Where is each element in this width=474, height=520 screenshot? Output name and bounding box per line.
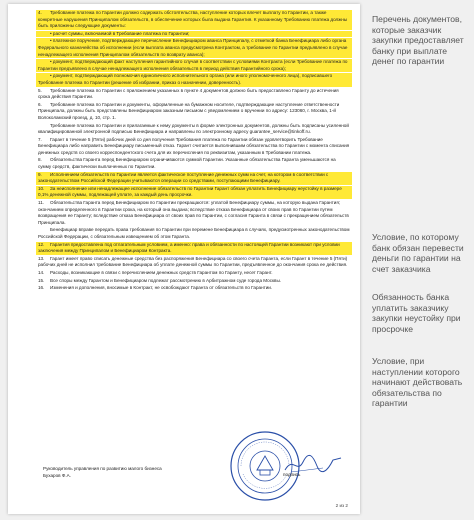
signer-name: Руководитель управления по развитию малого бизнеса Бухаров Ф.А. (43, 466, 162, 478)
clause-13 (36, 200, 352, 226)
clause-number: 15. (38, 277, 45, 283)
document-body (36, 10, 352, 293)
clause-number: 12. (38, 241, 45, 247)
clause-text: Обязательства Гаранта перед Бенефициаром ограничиваются суммой Гарантии. Указанные обязательства Гаранта уменьшаются на сумму средств, фактически выплаченных по Гарантии. (38, 157, 336, 170)
clause-text: Обязательства Гаранта перед Бенефициаром по Гарантии прекращаются: уплатой Бенефициару суммы, на которую выдана Гарантия; окончанием определенного в Гарантии срока, на который она выдана; вследствие отказа Бенефициара от своих прав по Гарантии путем возвращения ее Гаранту; вследствие отказа Бенефициара от своих прав по Гарантии, с согласия Гаранта в связи с прекращением обязательств Принципала. (38, 200, 349, 225)
page-number: 2 из 2 (335, 503, 348, 508)
signature-label: подпись (283, 472, 301, 477)
clause-text: • расчет суммы, включаемой в Требование платежа по Гарантии; (50, 30, 190, 36)
clause-number: 16. (38, 285, 45, 291)
clause-text: Требование платежа по Гарантии и прилагаемые к нему документы в форме электронных документов, должны быть подписаны усиленной квалифицированной электронной подписью Бенефициара и направлены по электронному адресу guarantee_service@tinkoff.ru. (38, 122, 349, 135)
clause-2 (36, 31, 352, 38)
clause-17 (36, 270, 352, 277)
callout-documents: Перечень документов, которые заказчик закупки предоставляет банку при выплате денег по гарантии (372, 14, 464, 66)
clause-text: Гарантия предоставлена под отлагательным условием, а именно: права и обязанности по настоящей Гарантии возникают при условии заключения между Принципалом и Бенефициаром Контракта. (38, 241, 340, 254)
clause-text: • документ, подтверждающий полномочия единоличного исполнительного органа (или иного уполномоченного лица), подписавшего Требование платежа по Гарантии (решение об избрании, приказ о назначении, доверенность). (38, 73, 333, 85)
clause-4 (36, 59, 352, 72)
clause-10 (36, 157, 352, 170)
clause-6 (36, 88, 352, 101)
clause-text: Гарант имеет право списать денежные средства без распоряжения Бенефициара со своего счета Гаранта, если Гарант в течение 5 (Пяти) рабочих дней не исполнил требование Бенефициара об уплате денежной суммы по Гарантии, предъявленное до окончания срока ее действия. (38, 255, 348, 268)
clause-number: 11. (38, 200, 45, 206)
clause-number: 6. (38, 101, 42, 107)
document-page (8, 4, 360, 514)
clause-text: Требование платежа по Гарантии с приложением указанных в пункте 4 документов должно быть предоставлено Гаранту до истечения срока действия Гарантии. (38, 87, 339, 100)
clause-number: 5. (38, 87, 42, 93)
clause-5 (36, 73, 352, 86)
clause-text: • документ, подтверждающий факт наступления гарантийного случая в соответствии с условиями Контракта (если Требование платежа по Гарантии предъявлено в случае ненадлежащего исполнения обязательств в период действия Гарантийного срока); (38, 59, 348, 71)
callout-transfer-condition: Условие, по которому банк обязан перевести деньги по гарантии на счет заказчика (372, 232, 464, 274)
clause-19 (36, 285, 352, 292)
clause-number: 14. (38, 269, 45, 275)
callout-penalty: Обязанность банка уплатить заказчику закупки неустойку при просрочке (372, 292, 461, 334)
clause-number: 7. (38, 136, 42, 142)
clause-number: 13. (38, 255, 45, 261)
clause-text: Изменения и дополнения, вносимые в Контракт, не освобождают Гаранта от обязательств по Гарантии. (50, 285, 273, 291)
clause-text: Требование платежа по Гарантии и документы, оформленные на бумажном носителе, подтверждающие наступление ответственности Принципала, должны быть представлены Бенефициаром заказным письмом с уведомлением о вручении по адресу: 123060, г. Москва, 1-й Волоколамский проезд, д. 10, стр. 1. (38, 101, 340, 120)
clause-number: 10. (38, 185, 45, 191)
clause-8 (36, 123, 352, 136)
clause-number: 9. (38, 171, 42, 177)
clause-text: Требование платежа по Гарантии должно содержать обстоятельства, наступление которых влечет выплату по Гарантии, а также конкретные нарушения Принципалом обязательств, в обеспечение которых была выдана Гарантия. К указанному Требованию платежа должны быть приложены следующие документы: (38, 10, 348, 29)
clause-7 (36, 102, 352, 122)
clause-15 (36, 242, 352, 255)
clause-16 (36, 256, 352, 269)
clause-3 (36, 38, 352, 58)
document-footer (43, 462, 343, 502)
clause-text: Исполнением обязательств по Гарантии является фактическое поступление денежных сумм на счет, на котором в соответствии с законодательством Российской Федерации учитываются операции со средствами, поступающими Бенефициару. (38, 171, 329, 184)
clause-number: 4. (38, 10, 42, 15)
clause-text: Бенефициар вправе передать права требования по Гарантии при перемене Бенефициара в случаях, предусмотренных законодательством Российской Федерации, с обязательным извещением об этом Гаранта. (38, 227, 350, 239)
clause-9 (36, 137, 352, 157)
clause-text: Гарант в течение 5 (Пяти) рабочих дней со дня получения Требования платежа по Гарантии обязан удовлетворить Требование Бенефициара либо направить Бенефициару письменный отказ. Гарант считается выполнившим обязательства по Гарантии с момента списания денежных средств со своего корреспондентского счета для их перечисления по реквизитам, указанным в Требовании платежа. (38, 136, 350, 155)
callout-effective-condition: Условие, при наступлении которого начинают действовать обязательства по гарантии (372, 356, 463, 408)
clause-number: 8. (38, 157, 42, 163)
clause-text: • платежное поручение, подтверждающее перечисление Бенефициаром аванса Принципалу, с отметкой банка Бенефициара либо органа Федерального казначейства об исполнении (если выплата аванса предусмотрена Контрактом, а требование по Гарантии предъявлено в случае ненадлежащего исполнения Принципалом обязательств по возврату аванса); (38, 38, 348, 57)
clause-14 (36, 227, 352, 240)
clause-text: Расходы, возникающие в связи с перечислением денежных средств Гарантом по Гаранту, несет Гарант. (50, 269, 273, 275)
clause-text: Все споры между Гарантом и Бенефициаром подлежат рассмотрению в Арбитражном суде города Москвы. (50, 277, 282, 283)
clause-1 (36, 10, 352, 30)
clause-18 (36, 278, 352, 285)
clause-11 (36, 172, 352, 185)
clause-12 (36, 186, 352, 199)
clause-text: За неисполнение или ненадлежащее исполнение обязательств по Гарантии Гарант обязан уплатить Бенефициару неустойку в размере 0,1% денежной суммы, подлежащей уплате, за каждый день просрочки. (38, 185, 342, 198)
